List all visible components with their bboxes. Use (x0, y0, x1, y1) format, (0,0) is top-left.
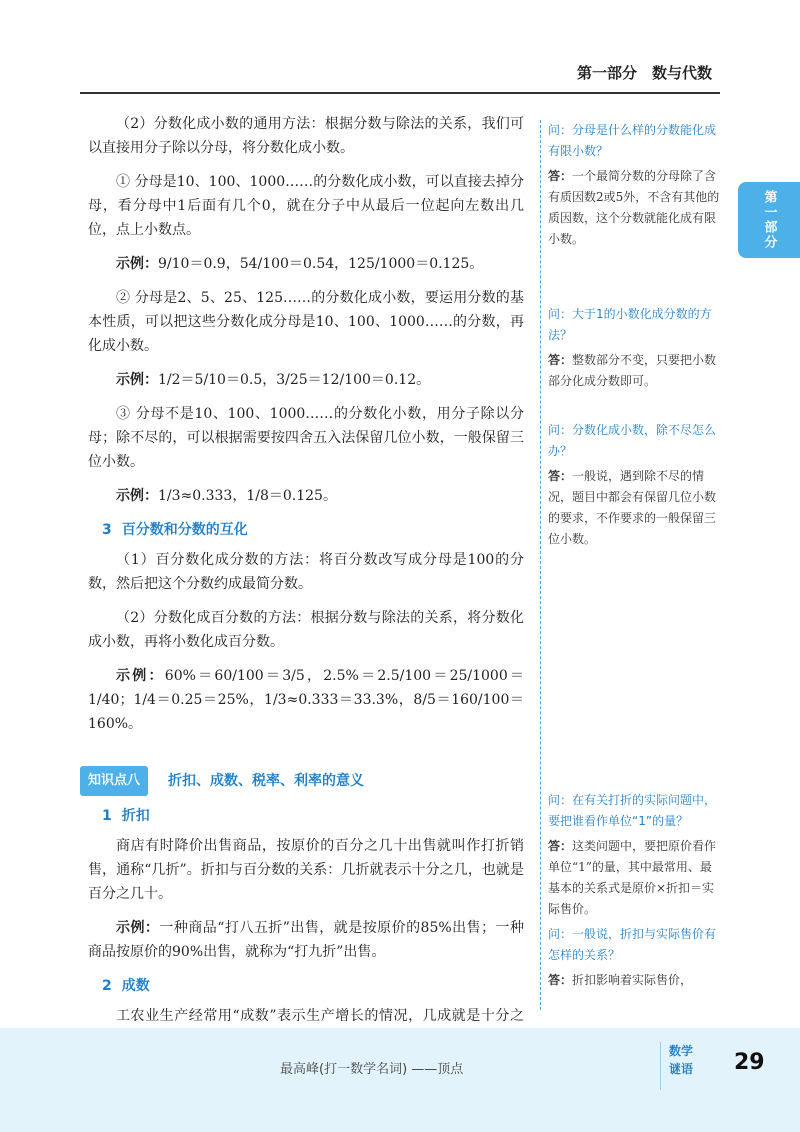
sidebar-qa (548, 304, 720, 414)
sidebar-answer (548, 970, 720, 991)
main-column (88, 112, 524, 1062)
page-footer (0, 1028, 800, 1132)
paragraph: ② 分母是2、5、25、125……的分数化成小数，要运用分数的基本性质，可以把这些分数化成分母是10、100、1000……的分数，再化成小数。 (88, 290, 524, 354)
paragraph: （1）百分数化成分数的方法：将百分数改写成分母是100的分数，然后把这个分数约成最简分数。 (88, 552, 524, 592)
sidebar-qa (548, 420, 720, 572)
page-number: 29 (734, 1050, 765, 1075)
sidebar-question: 问：大于1的小数化成分数的方法？ (548, 307, 712, 342)
sidebar-question: 问：在有关打折的实际问题中，要把谁看作单位“1”的量？ (548, 793, 717, 828)
example (88, 252, 524, 276)
section-heading (102, 804, 524, 828)
example-text: 9/10＝0.9，54/100＝0.54，125/1000＝0.125。 (158, 256, 484, 272)
paragraph: ① 分母是10、100、1000……的分数化成小数，可以直接去掉分母，看分母中1后面有几个0，就在分子中从最后一位起向左数出几位，点上小数点。 (88, 174, 524, 238)
paragraph: （2）分数化成小数的通用方法：根据分数与除法的关系，我们可以直接用分子除以分母，将分数化成小数。 (88, 116, 524, 156)
section-number: 2 (102, 978, 112, 994)
section-heading (102, 974, 524, 998)
answer-text: 整数部分不变，只要把小数部分化成分数即可。 (548, 353, 717, 388)
answer-label: 答： (548, 169, 573, 183)
answer-text: 一个最简分数的分母除了含有质因数2或5外，不含有其他的质因数，这个分数就能化成有限小数。 (548, 169, 720, 246)
sidebar-answer (548, 350, 720, 392)
answer-label: 答： (548, 353, 573, 367)
answer-text: 一般说，遇到除不尽的情况，题目中都会有保留几位小数的要求，不作要求的一般保留三位小数。 (548, 469, 717, 546)
sidebar-question: 问：分母是什么样的分数能化成有限小数？ (548, 123, 717, 158)
sidebar-question: 问：一般说，折扣与实际售价有怎样的关系？ (548, 927, 717, 962)
paragraph: 商店有时降价出售商品，按原价的百分之几十出售就叫作打折销售，通称“几折”。折扣与百分数的关系：几折就表示十分之几，也就是百分之几十。 (88, 838, 524, 902)
sidebar-answer (548, 836, 720, 920)
example-text: 1/3≈0.333，1/8＝0.125。 (158, 488, 337, 504)
paragraph: 工农业生产经常用“成数”表示生产增长的情况，几成就是十分之 (116, 1008, 524, 1024)
answer-label: 答： (548, 469, 573, 483)
example-label: 示例： (116, 920, 160, 936)
paragraph: ③ 分母不是10、100、1000……的分数化小数，用分子除以分母；除不尽的，可以根据需要按四舍五入法保留几位小数，一般保留三位小数。 (88, 406, 524, 470)
sidebar-qa (548, 790, 720, 1013)
example-label: 示例： (116, 668, 165, 684)
knowledge-point-title: 折扣、成数、税率、利率的意义 (168, 773, 365, 789)
sidebar-answer (548, 466, 720, 550)
paragraph: （2）分数化成百分数的方法：根据分数与除法的关系，将分数化成小数，再将小数化成百分数。 (88, 610, 524, 650)
riddle-badge (660, 1042, 705, 1090)
example (88, 368, 524, 392)
riddle-badge-line: 数学 (669, 1044, 694, 1058)
header-rule (80, 92, 720, 94)
section-heading (102, 518, 524, 542)
answer-text: 折扣影响着实际售价， (572, 973, 693, 987)
example-text: 1/2＝5/10＝0.5，3/25＝12/100＝0.12。 (158, 372, 431, 388)
example (88, 664, 524, 736)
knowledge-point-badge: 知识点八 (80, 766, 148, 796)
answer-label: 答： (548, 839, 573, 853)
section-title: 百分数和分数的互化 (121, 522, 248, 538)
example (88, 484, 524, 508)
section-number: 1 (102, 808, 112, 824)
example-label: 示例： (116, 488, 158, 504)
section-tab: 第一部分 (738, 182, 800, 258)
example-label: 示例： (116, 256, 158, 272)
answer-text: 这类问题中，要把原价看作单位“1”的量，其中最常用、最基本的关系式是原价×折扣＝实际售价。 (548, 839, 717, 916)
answer-label: 答： (548, 973, 573, 987)
sidebar-answer (548, 166, 720, 250)
sidebar-question: 问：分数化成小数，除不尽怎么办？ (548, 423, 717, 458)
section-number: 3 (102, 522, 112, 538)
sidebar-qa (548, 120, 720, 272)
knowledge-point-heading (80, 766, 524, 796)
section-title: 成数 (121, 978, 150, 994)
section-title: 折扣 (121, 808, 150, 824)
riddle-badge-line: 谜语 (669, 1062, 694, 1076)
example-label: 示例： (116, 372, 158, 388)
footer-riddle: 最高峰(打一数学名词) ——顶点 (280, 1062, 464, 1077)
example (88, 916, 524, 964)
example-text: 60%＝60/100＝3/5，2.5%＝2.5/100＝25/1000＝1/40；1/4＝0.25＝25%，1/3≈0.333＝33.3%，8/5＝160/100＝160%。 (88, 668, 525, 732)
sidebar-divider (540, 120, 541, 1010)
example-text: 一种商品“打八五折”出售，就是按原价的85%出售；一种商品按原价的90%出售，就称为“打九折”出售。 (88, 920, 525, 960)
running-header: 第一部分 数与代数 (576, 64, 712, 82)
